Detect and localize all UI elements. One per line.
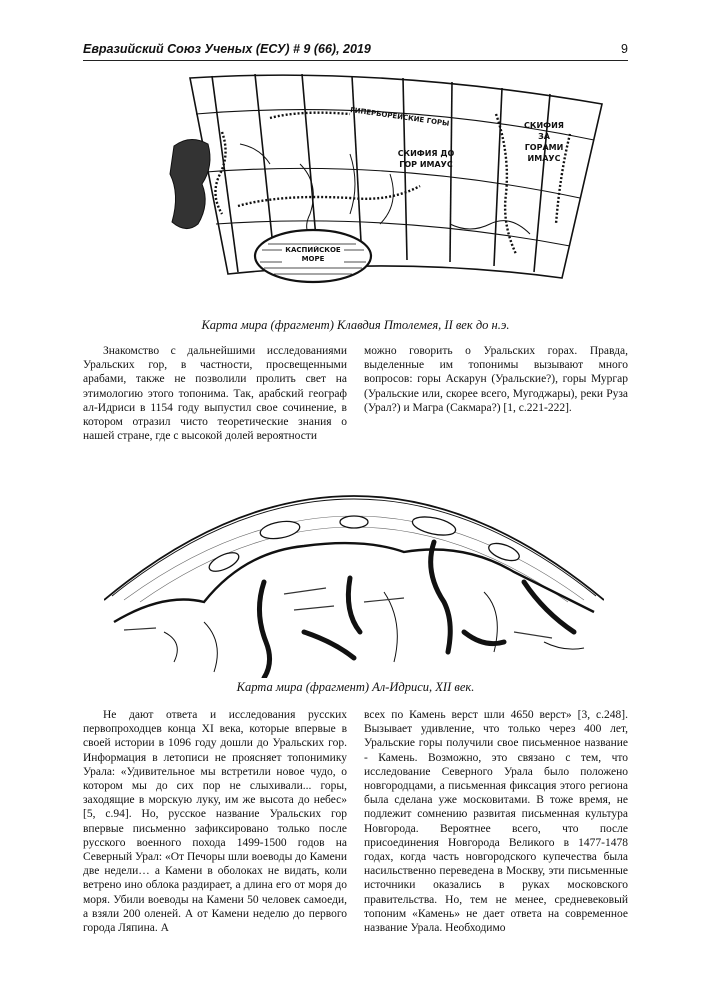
al-idrisi-map (104, 482, 604, 678)
column-right-bottom (364, 708, 628, 935)
label-scythia-west: СКИФИЯ ДО ГОР ИМАУС (397, 149, 455, 169)
ptolemy-map (150, 74, 610, 312)
paragraph: Знакомство с дальнейшими исследованиями Уральских гор, в частности, просвещенными арабами, также не позволили пролить свет на этимологию этого топонима. Так, арабский географ ал-Идриси в 1154 году выпустил свое сочинение, в котором отразил чисто теоретические знания о нашей стране, где с высокой долей вероятности (83, 345, 347, 443)
label-scythia-east: СКИФИЯ ЗА ГОРАМИ ИМАУС (524, 121, 564, 163)
ptolemy-map-figure (150, 74, 610, 312)
journal-title: Евразийский Союз Ученых (ЕСУ) # 9 (66), 2019 (83, 42, 371, 56)
al-idrisi-map-figure (104, 482, 604, 678)
figure1-caption: Карта мира (фрагмент) Клавдия Птолемея, II век до н.э. (201, 318, 510, 332)
column-left-bottom (83, 708, 347, 935)
paragraph: можно говорить о Уральских горах. Правда, выделенные им топонимы вызывают много вопросов: горы Аскарун (Уральские?), горы Мургар (Уральские или, скорее всего, Мугоджары), реки Руза (Урал?) и Магра (Сакмара?) [1, с.221-222]. (364, 345, 628, 414)
paragraph: Не дают ответа и исследования русских первопроходцев конца XI века, которые впервые в своей истории в 1096 году дошли до Уральских гор. Информация в летописи не проясняет топонимику Урала: «Удивительное мы встретили новое чудо, о котором мы до сих пор не слыхивали... горы, заходящие в морскую луку, им же высота до небес» [5, с.94]. Но, русское название Уральских гор впервые письменно зафиксировано только после русского военного похода 1499-1500 годов на Северный Урал: «От Печоры шли воеводы до Камени две недели… а Камени в оболоках не видать, коли ветрено ино облока раздирает, а длина его от моря до моря. Убили воеводы на Камени 50 человек самоеди, а взяли 200 оленей. А от Камени неделю до первого города Ляпина. А (83, 709, 347, 935)
paragraph: всех по Камень верст шли 4650 верст» [3, с.248]. Вызывает удивление, что только через 400 лет, Уральские горы получили свое письменное название - Камень. Возможно, это связано с тем, что исследование Северного Урала было положено новгородцами, а письменная фиксация этого региона была сделана уже московитами. В тоже время, не подлежит сомнению развитая письменная культура Новгорода. Вероятнее всего, что после присоединения Новгорода Великого в 1477-1478 годах, когда часть новгородского купечества была насильственно переведена в Москву, эти письменные источники оказались в руках московского правительства. Но, тем не менее, средневековый топоним «Камень» не дает ответа на современное название Урала. Необходимо (364, 709, 628, 935)
label-hyperborean-mountains: ГИПЕРБОРЕЙСКИЕ ГОРЫ (349, 106, 450, 128)
label-caspian-sea: КАСПИЙСКОЕ МОРЕ (282, 246, 344, 264)
page-number: 9 (621, 42, 628, 56)
figure2-caption: Карта мира (фрагмент) Ал-Идриси, XII век. (236, 680, 475, 694)
running-header (83, 40, 628, 61)
column-left-top (83, 344, 347, 443)
column-right-top (364, 344, 628, 415)
